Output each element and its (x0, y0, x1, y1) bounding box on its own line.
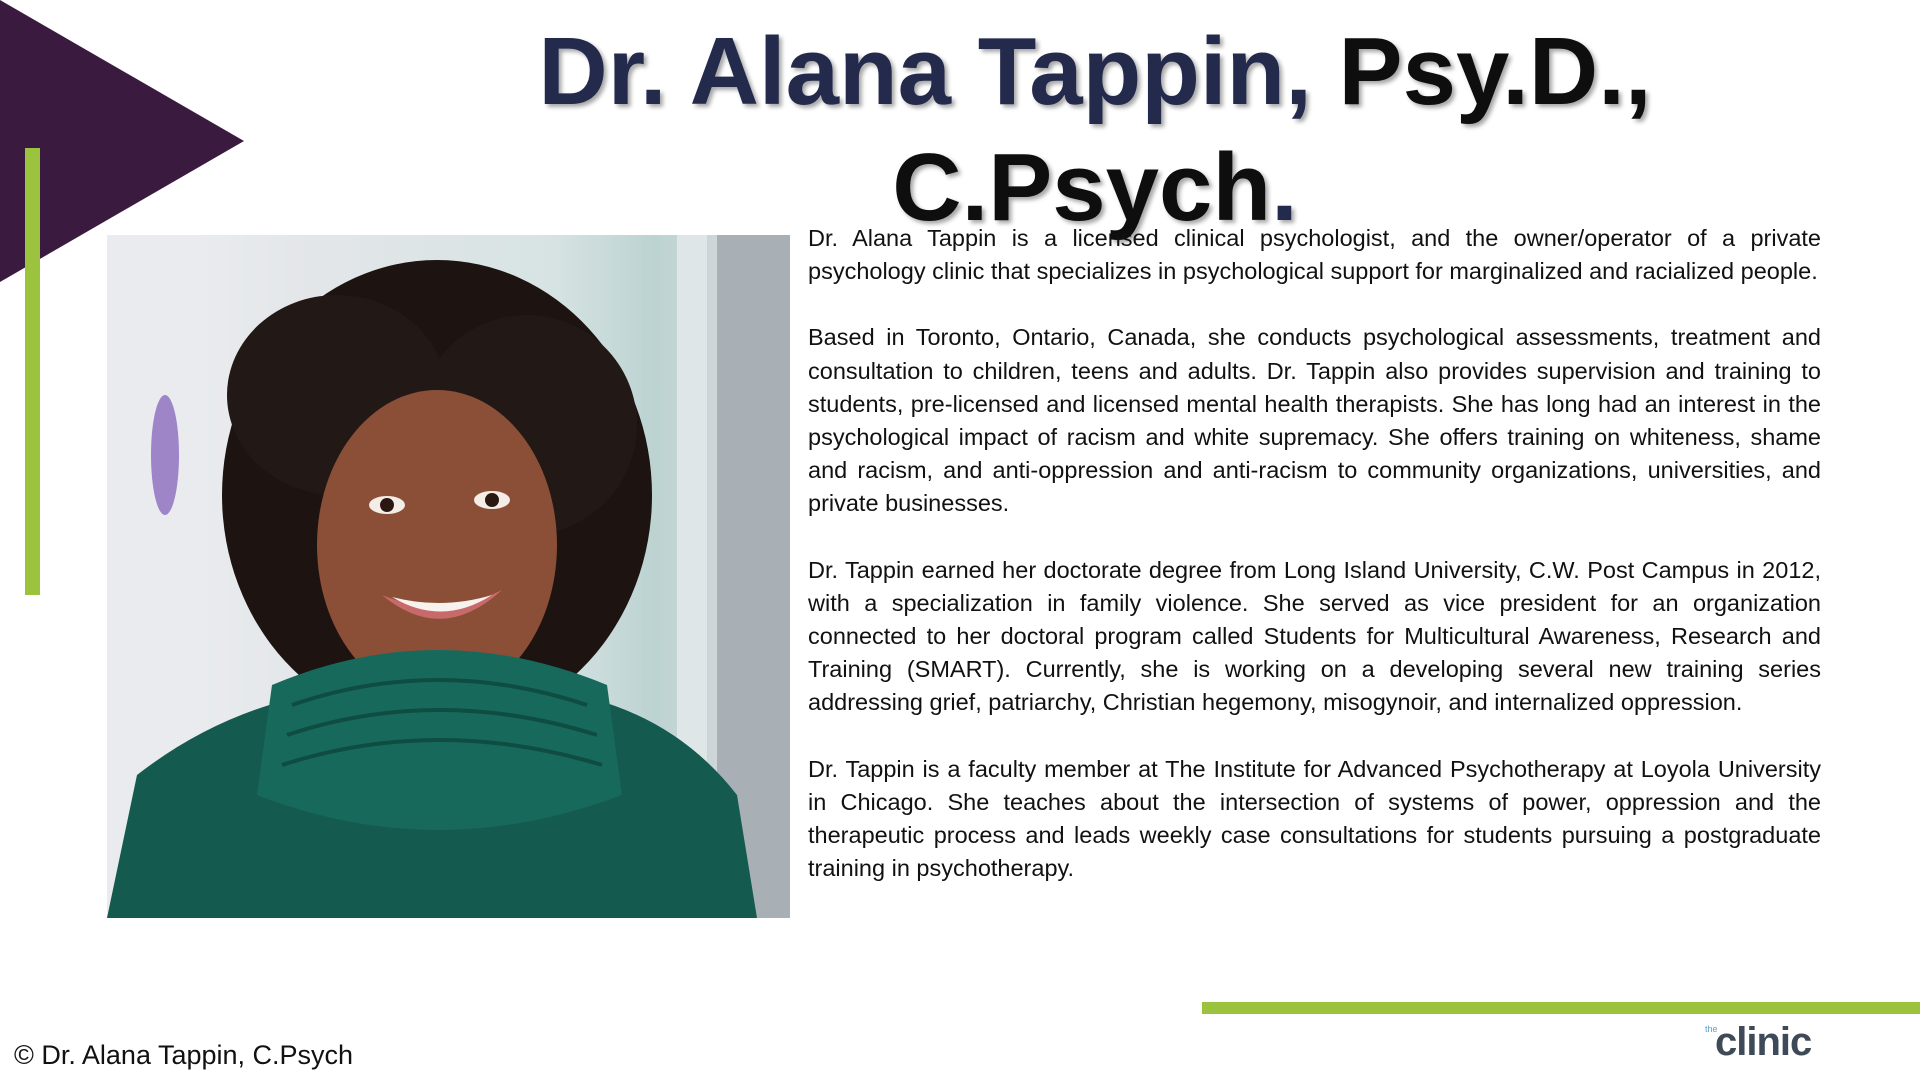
accent-bar-horizontal (1202, 1002, 1920, 1014)
page-title (470, 14, 1720, 246)
title-period: . (1271, 134, 1298, 241)
portrait-photo (107, 235, 790, 918)
title-credential: C.Psych (892, 134, 1272, 241)
bio-paragraph-2: Based in Toronto, Ontario, Canada, she conducts psychological assessments, treatment and consultation to children, teens and adults. Dr. Tappin also provides supervision and training to students, pre-licensed and licensed mental health therapists. She has long had an interest in the psychological impact of racism and white supremacy. She offers training on whiteness, shame and racism, and anti-oppression and anti-racism to community organizations, universities, and private businesses. (808, 324, 1821, 517)
accent-bar-vertical (25, 148, 40, 595)
logo-prefix: the (1705, 1024, 1718, 1034)
copyright-notice: © Dr. Alana Tappin, C.Psych (14, 1040, 354, 1070)
bio-paragraph-4: Dr. Tappin is a faculty member at The Institute for Advanced Psychotherapy at Loyola University in Chicago. She teaches about the intersection of systems of power, oppression and the therapeutic process and leads weekly case consultations for students pursuing a postgraduate training in psychotherapy. (808, 755, 1821, 882)
clinic-logo (1705, 1020, 1835, 1066)
logo-wordmark: clinic (1715, 1020, 1812, 1064)
portrait-illustration (107, 235, 790, 918)
title-degree: Psy.D., (1338, 18, 1652, 125)
title-name: Dr. Alana Tappin, (538, 18, 1339, 125)
bio-paragraph-1: Dr. Alana Tappin is a licensed clinical psychologist, and the owner/operator of a private psychology clinic that specializes in psychological support for marginalized and racialized people. (808, 225, 1821, 285)
biography (808, 222, 1821, 918)
bio-paragraph-3: Dr. Tappin earned her doctorate degree from Long Island University, C.W. Post Campus in 2012, with a specialization in family violence. She served as vice president for an organization connected to her doctoral program called Students for Multicultural Awareness, Research and Training (SMART). Currently, she is working on a developing several new training series addressing grief, patriarchy, Christian hegemony, misogynoir, and internalized oppression. (808, 556, 1821, 716)
